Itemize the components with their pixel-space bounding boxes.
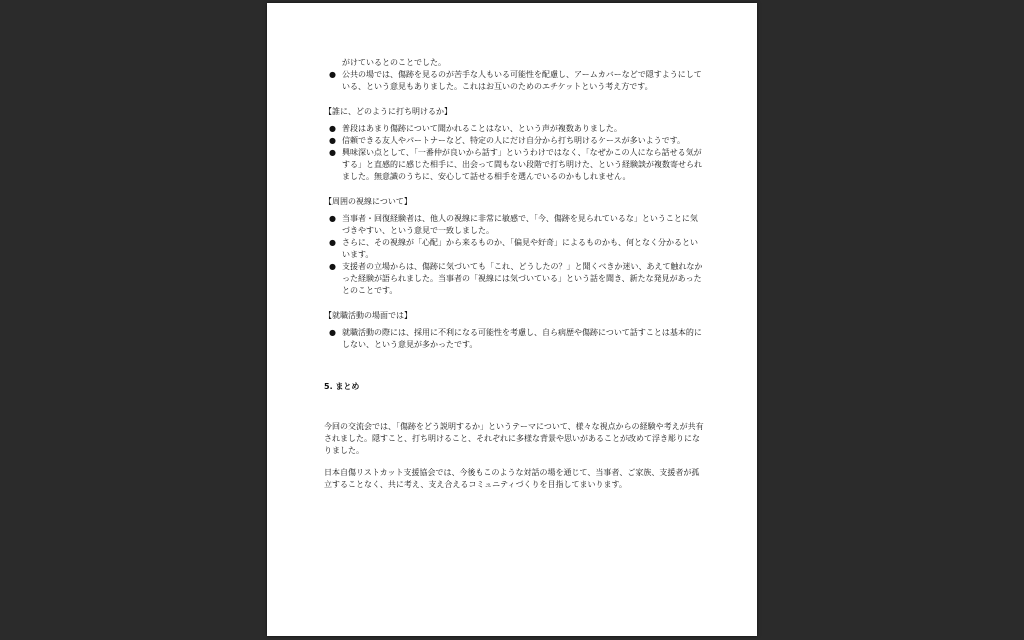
bullet-icon: ● xyxy=(329,214,336,223)
page-content xyxy=(324,57,704,491)
bullet-list xyxy=(324,123,704,183)
list-item xyxy=(324,237,704,261)
list-item-text: 就職活動の際には、採用に不利になる可能性を考慮し、自ら病歴や傷跡について話すことは基本的にしない、という意見が多かったです。 xyxy=(342,328,702,349)
bullet-icon: ● xyxy=(329,148,336,157)
bullet-list xyxy=(324,213,704,297)
bullet-icon: ● xyxy=(329,136,336,145)
summary-heading: 5. まとめ xyxy=(324,382,360,391)
list-item-text: 当事者・回復経験者は、他人の視線に非常に敏感で、「今、傷跡を見られているな」ということに気づきやすい、という意見で一致しました。 xyxy=(342,214,698,235)
bullet-icon: ● xyxy=(329,70,336,79)
list-item-text: 普段はあまり傷跡について聞かれることはない、という声が複数ありました。 xyxy=(342,124,622,133)
bullet-list xyxy=(324,327,704,351)
list-item-text: 公共の場では、傷跡を見るのが苦手な人もいる可能性を配慮し、アームカバーなどで隠すようにしている、という意見もありました。これはお互いのためのエチケットという考え方です。 xyxy=(342,70,702,91)
bullet-icon: ● xyxy=(329,328,336,337)
list-item xyxy=(324,261,704,297)
list-item xyxy=(324,327,704,351)
section-title: 【誰に、どのように打ち明けるか】 xyxy=(324,107,452,116)
list-item xyxy=(324,147,704,183)
summary-paragraph: 今回の交流会では、「傷跡をどう説明するか」というテーマについて、様々な視点からの経験や考えが共有されました。隠すこと、打ち明けること、それぞれに多様な背景や思いがあることが改めて浮き彫りになりました。 xyxy=(324,422,704,455)
list-item xyxy=(324,123,704,135)
list-item-text: 信頼できる友人やパートナーなど、特定の人にだけ自分から打ち明けるケースが多いようです。 xyxy=(342,136,685,145)
section-title: 【周囲の視線について】 xyxy=(324,197,412,206)
list-item xyxy=(324,213,704,237)
bullet-list xyxy=(324,69,704,93)
bullet-icon: ● xyxy=(329,124,336,133)
list-item xyxy=(324,135,704,147)
section-title: 【就職活動の場面では】 xyxy=(324,311,412,320)
continued-text: がけているとのことでした。 xyxy=(342,58,446,67)
bullet-icon: ● xyxy=(329,262,336,271)
document-page xyxy=(267,3,757,636)
list-item-text: さらに、その視線が「心配」から来るものか、「偏見や好奇」によるものかも、何となく分かるといいます。 xyxy=(342,238,698,259)
bullet-icon: ● xyxy=(329,238,336,247)
summary-paragraph: 日本自傷リストカット支援協会では、今後もこのような対話の場を通じて、当事者、ご家族、支援者が孤立することなく、共に考え、支え合えるコミュニティづくりを目指してまいります。 xyxy=(324,468,700,489)
list-item xyxy=(324,69,704,93)
list-item-text: 支援者の立場からは、傷跡に気づいても「これ、どうしたの？」と聞くべきか迷い、あえて触れなかった経験が語られました。当事者の「視線には気づいている」という話を聞き、新たな発見があったとのことです。 xyxy=(342,262,703,295)
list-item-text: 興味深い点として、「一番仲が良いから話す」というわけではなく、「なぜかこの人になら話せる気がする」と直感的に感じた相手に、出会って間もない段階で打ち明けた、という経験談が複数寄せられました。無意識のうちに、安心して話せる相手を選んでいるのかもしれません。 xyxy=(342,148,702,181)
